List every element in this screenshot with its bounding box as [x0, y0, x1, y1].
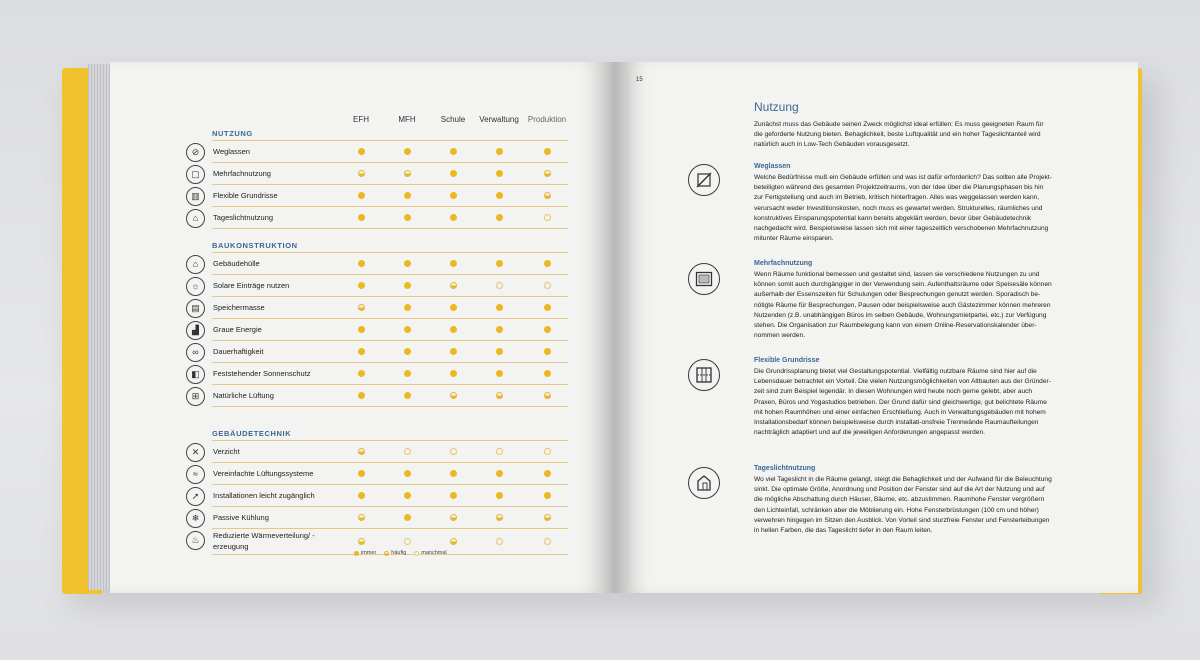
book-gutter: [600, 62, 630, 593]
shade-icon: ◧: [186, 365, 205, 384]
storage-icon: ▤: [186, 299, 205, 318]
row-divider: [212, 318, 568, 319]
rating-dot-empty: [496, 282, 503, 289]
legend-item: [414, 550, 446, 556]
factory-icon: ▟: [186, 321, 205, 340]
rating-dot-full: [358, 370, 365, 377]
sun-icon: ☼: [186, 277, 205, 296]
table-row: [184, 486, 568, 508]
rating-dot-half: [404, 170, 411, 177]
subsection-title: Flexible Grundrisse: [754, 357, 820, 364]
column-header: Verwaltung: [479, 115, 519, 124]
rating-dot-full: [404, 260, 411, 267]
rating-dot-half: [358, 538, 365, 545]
rating-dot-empty: [450, 448, 457, 455]
rating-dot-full: [496, 260, 503, 267]
row-label: Feststehender Sonnenschutz: [213, 369, 311, 378]
legend: [354, 550, 447, 556]
rating-dot-full: [404, 392, 411, 399]
left-page: [110, 62, 606, 593]
row-divider: [212, 506, 568, 507]
rating-dot-empty: [496, 448, 503, 455]
rating-dot-full: [450, 214, 457, 221]
table-row: [184, 508, 568, 530]
table-row: [184, 530, 568, 552]
table-row: [184, 276, 568, 298]
table-row: [184, 342, 568, 364]
legend-dot: [384, 551, 389, 556]
rating-dot-full: [404, 514, 411, 521]
subsection-text: Welche Bedürfnisse muß ein Gebäude erfüllen und was ist dafür erforderlich? Das sollten alle Projekt-beteiligten während des gesamten Projektzeitraums, von der Idee über die Planungsphasen bis hin zur Fertigstellung und auch im Betrieb, kritisch hinterfragen. Alles was weggelassen werden kann, verursacht weder Investitionskosten, noch muss es gewartet werden. Strukturelles, räumliches und konstruktives Einsparungspotential kann bereits abgeklärt werden, bevor über Gebäudetechnik nachgedacht wird. Beispielsweise lassen sich mit einer tageszeitlich verschobenen Mehrfachnutzung mitunter Räume einsparen.: [754, 174, 1052, 243]
rating-dot-full: [404, 282, 411, 289]
row-divider: [212, 528, 568, 529]
rating-dot-full: [496, 148, 503, 155]
subsection-text: Wo viel Tageslicht in die Räume gelangt, steigt die Behaglichkeit und der Aufwand für die Beleuchtung sinkt. Die optimale Größe, Anordnung und Position der Fenster sind auf die Art der Nutzung und auf die mögliche Abschattung durch Häuser, Bäume, etc. abzustimmen. Raumhohe Fenster vergrößern den Lichteinfall, schränken aber die Möblierung ein. Hohe Fensterbrüstungen (100 cm und höher) verwehren hingegen im Sitzen den Ausblick. Von Vorteil sind sturzfreie Fenster und Fensterleibungen in hellen Farben, die das Tageslicht tiefer in den Raum leiten.: [754, 476, 1052, 535]
arrow-icon: ➚: [186, 487, 205, 506]
table-row: [184, 142, 568, 164]
section-title: NUTZUNG: [212, 129, 253, 138]
column-header: EFH: [353, 115, 369, 124]
rating-dot-empty: [404, 538, 411, 545]
frame-icon: ▢: [186, 165, 205, 184]
rating-dot-full: [544, 148, 551, 155]
legend-label: häufig: [391, 550, 407, 556]
rating-dot-full: [358, 348, 365, 355]
rating-dot-half: [450, 514, 457, 521]
row-divider: [212, 252, 568, 253]
row-label: Speichermasse: [213, 303, 265, 312]
row-label: Mehrfachnutzung: [213, 169, 271, 178]
legend-dot: [354, 551, 359, 556]
rating-dot-full: [450, 260, 457, 267]
section-title: BAUKONSTRUKTION: [212, 241, 298, 250]
row-label: Natürliche Lüftung: [213, 391, 274, 400]
row-divider: [212, 140, 568, 141]
row-label: Solare Einträge nutzen: [213, 281, 290, 290]
rating-dot-full: [450, 470, 457, 477]
rating-dot-half: [544, 170, 551, 177]
subsection-title: Tageslichtnutzung: [754, 465, 816, 472]
rating-dot-full: [544, 326, 551, 333]
rating-dot-full: [450, 170, 457, 177]
table-row: [184, 442, 568, 464]
subsection-title: Mehrfachnutzung: [754, 260, 813, 267]
row-label: Dauerhaftigkeit: [213, 347, 264, 356]
rating-dot-full: [358, 214, 365, 221]
rating-dot-full: [404, 192, 411, 199]
rating-dot-full: [450, 192, 457, 199]
row-divider: [212, 184, 568, 185]
rating-dot-full: [450, 326, 457, 333]
column-header: Schule: [440, 115, 466, 124]
row-divider: [212, 274, 568, 275]
row-divider: [212, 440, 568, 441]
table-row: [184, 298, 568, 320]
rating-dot-half: [358, 304, 365, 311]
rating-dot-full: [358, 260, 365, 267]
row-divider: [212, 296, 568, 297]
daylight-icon: ⌂: [186, 209, 205, 228]
rating-dot-half: [544, 192, 551, 199]
rating-dot-full: [358, 492, 365, 499]
row-divider: [212, 384, 568, 385]
rating-dot-full: [544, 260, 551, 267]
row-divider: [212, 206, 568, 207]
rating-dot-full: [404, 304, 411, 311]
column-header: MFH: [398, 115, 416, 124]
row-label: Reduzierte Wärmeverteilung/ -erzeugung: [213, 531, 315, 551]
rating-dot-empty: [496, 538, 503, 545]
rating-dot-empty: [544, 538, 551, 545]
rating-dot-full: [544, 304, 551, 311]
intro-paragraph: Zunächst muss das Gebäude seinen Zweck möglichst ideal erfüllen: Es muss geeigneten Raum für die geforderte Nutzung bieten. Behaglichkeit, beste Luftqualität und ein hoher Tageslichtanteil wird natürlich auch in Low-Tech Gebäuden vorausgesetzt.: [754, 121, 1044, 149]
rating-dot-full: [404, 470, 411, 477]
rating-dot-half: [450, 392, 457, 399]
rating-dot-full: [404, 370, 411, 377]
rating-dot-full: [358, 470, 365, 477]
house-icon: ⌂: [186, 255, 205, 274]
frame-icon: [688, 263, 720, 295]
rating-dot-half: [358, 170, 365, 177]
rating-dot-full: [450, 148, 457, 155]
page-title: Nutzung: [754, 100, 799, 114]
rating-dot-full: [496, 470, 503, 477]
table-row: [184, 164, 568, 186]
legend-dot: [414, 551, 419, 556]
table-row: [184, 208, 568, 230]
rating-dot-empty: [544, 448, 551, 455]
rating-dot-full: [358, 326, 365, 333]
rating-dot-half: [358, 448, 365, 455]
rating-dot-full: [544, 348, 551, 355]
rating-dot-full: [404, 326, 411, 333]
rating-dot-full: [450, 304, 457, 311]
rating-dot-half: [450, 538, 457, 545]
row-label: Vereinfachte Lüftungssysteme: [213, 469, 314, 478]
rating-dot-empty: [544, 214, 551, 221]
rating-dot-full: [404, 148, 411, 155]
cross-icon: ✕: [186, 443, 205, 462]
subsection-title: Weglassen: [754, 163, 791, 170]
legend-item: [384, 550, 406, 556]
rating-dot-full: [358, 192, 365, 199]
infinity-icon: ∞: [186, 343, 205, 362]
rating-dot-full: [450, 370, 457, 377]
row-label: Installationen leicht zugänglich: [213, 491, 315, 500]
rating-dot-full: [404, 492, 411, 499]
rating-dot-full: [358, 148, 365, 155]
rating-dot-full: [358, 392, 365, 399]
rating-dot-full: [496, 326, 503, 333]
row-divider: [212, 228, 568, 229]
table-row: [184, 464, 568, 486]
rating-dot-full: [450, 492, 457, 499]
column-header: Produktion: [527, 115, 567, 124]
row-label: Passive Kühlung: [213, 513, 269, 522]
rating-dot-half: [544, 392, 551, 399]
rating-dot-full: [496, 348, 503, 355]
grid-icon: [688, 359, 720, 391]
rating-dot-full: [496, 304, 503, 311]
rating-dot-full: [544, 370, 551, 377]
row-divider: [212, 462, 568, 463]
daylight-icon: [688, 467, 720, 499]
right-page: [624, 62, 1138, 593]
slash-icon: ⊘: [186, 143, 205, 162]
rating-dot-full: [450, 348, 457, 355]
rating-dot-empty: [404, 448, 411, 455]
row-divider: [212, 362, 568, 363]
airflow-icon: ≈: [186, 465, 205, 484]
row-label: Gebäudehülle: [213, 259, 260, 268]
table-row: [184, 254, 568, 276]
rating-dot-full: [496, 370, 503, 377]
rating-dot-full: [496, 192, 503, 199]
rating-dot-half: [496, 392, 503, 399]
rating-dot-half: [496, 514, 503, 521]
rating-dot-empty: [544, 282, 551, 289]
rating-dot-full: [544, 492, 551, 499]
legend-label: manchmal: [421, 550, 447, 556]
rating-dot-half: [450, 282, 457, 289]
rating-dot-half: [358, 514, 365, 521]
window-icon: ⊞: [186, 387, 205, 406]
row-label: Weglassen: [213, 147, 250, 156]
table-row: [184, 186, 568, 208]
rating-dot-full: [496, 492, 503, 499]
table-row: [184, 386, 568, 408]
slash-icon: [688, 164, 720, 196]
rating-dot-half: [544, 514, 551, 521]
row-divider: [212, 162, 568, 163]
flame-icon: ♨: [186, 531, 205, 550]
section-title: GEBÄUDETECHNIK: [212, 429, 292, 438]
row-divider: [212, 484, 568, 485]
rating-dot-full: [496, 170, 503, 177]
snowflake-icon: ❄: [186, 509, 205, 528]
table-row: [184, 364, 568, 386]
rating-dot-full: [496, 214, 503, 221]
subsection-text: Wenn Räume funktional bemessen und gestaltet sind, lassen sie verschiedene Nutzungen zu und können somit auch durchgängiger in der Verwendung sein. Aufenthaltsräume oder Speisesäle können außerhalb der Essenszeiten für Schulungen oder Besprechungen genutzt werden. Sporadisch be-nötigte Räume für Besprechungen, Pausen oder beispielsweise auch Gästezimmer können mehreren Nutzenden (z.B. unabhängigen Büros im selben Gebäude, Wohnungsmietpartei, etc.) zur Verfügung stehen. Die Organisation zur Raumbelegung kann von einem Online-Reservationskalender über-nommen werden.: [754, 271, 1052, 340]
row-label: Verzicht: [213, 447, 240, 456]
page-number: 15: [636, 77, 643, 83]
table-row: [184, 320, 568, 342]
row-label: Graue Energie: [213, 325, 262, 334]
rating-dot-full: [358, 282, 365, 289]
legend-item: [354, 550, 376, 556]
subsection-text: Die Grundrissplanung bietet viel Gestaltungspotential. Vielfältig nutzbare Räume sind hier auf die Lebensdauer betrachtet ein Vorteil. Die vielen Nutzungsmöglichkeiten von Altbauten aus der Gründer-zeit sind zum Beispiel legendär. In diesen Wohnungen wird heute noch gerne gelebt, aber auch Praxen, Büros und Yogastudios betrieben. Der Grund dafür sind gleichwertige, gut belichtete Räume mit hohen Raumhöhen und einer einfachen Erschließung. Auch in Verwaltungsgebäuden mit hohem Installationsbedarf können beispielsweise durch installati-onsfreie Trennwände Raumaufteilungen nachträglich adaptiert und auf die jeweiligen Anforderungen angepasst werden.: [754, 368, 1051, 437]
row-divider: [212, 406, 568, 407]
rating-dot-full: [404, 214, 411, 221]
rating-dot-full: [404, 348, 411, 355]
row-label: Tageslichtnutzung: [213, 213, 274, 222]
legend-label: immer: [361, 550, 377, 556]
rating-dot-full: [544, 470, 551, 477]
row-divider: [212, 340, 568, 341]
grid-icon: ▥: [186, 187, 205, 206]
row-label: Flexible Grundrisse: [213, 191, 278, 200]
